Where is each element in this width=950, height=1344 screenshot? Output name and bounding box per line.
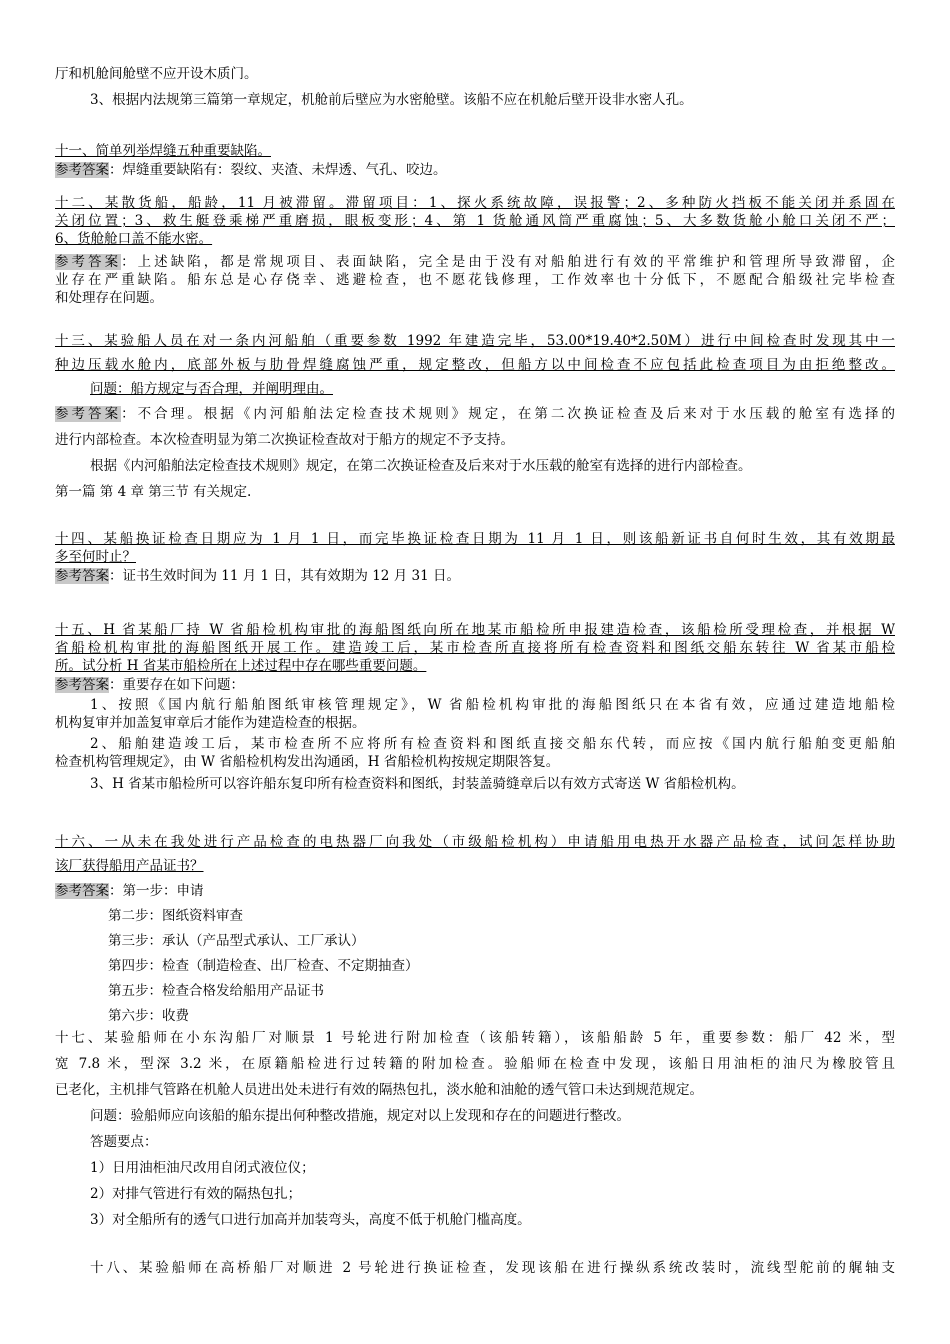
line-text: 2、船舶建造竣工后，某市检查所不应将所有检查资料和图纸直接交船东代转，而应按《国内航行船舶变更船舶 bbox=[90, 736, 895, 752]
line-text: 十四、某船换证检查日期应为 1 月 1 日，而完毕换证检查日期为 11 月 1 日，则该船新证书自何时生效，其有效期最 bbox=[55, 531, 895, 547]
line-text: 3）对全船所有的透气口进行加高并加装弯头，高度不低于机舱门槛高度。 bbox=[90, 1212, 531, 1228]
text-line bbox=[55, 213, 895, 230]
line-text: 厅和机舱间舱壁不应开设木质门。 bbox=[55, 66, 258, 82]
line-text: 第四步：检查（制造检查、出厂检查、不定期抽查） bbox=[108, 958, 419, 974]
text-line bbox=[55, 677, 895, 694]
answer-label: 参考答案 bbox=[55, 254, 122, 270]
text-line bbox=[55, 549, 895, 566]
answer-label: 参考答案 bbox=[55, 883, 109, 899]
line-text: 十八、某验船师在高桥船厂对顺进 2 号轮进行换证检查，发现该船在进行操纵系统改装时，流线型舵前的艉轴支 bbox=[90, 1260, 895, 1276]
text-line bbox=[55, 715, 895, 732]
line-text: 问题：验船师应向该船的船东提出何种整改措施，规定对以上发现和存在的问题进行整改。 bbox=[90, 1108, 630, 1124]
line-text: 3、H 省某市船检所可以容许船东复印所有检查资料和图纸，封装盖骑缝章后以有效方式寄送 W 省船检机构。 bbox=[90, 776, 745, 792]
line-text: 第五步：检查合格发给船用产品证书 bbox=[108, 983, 324, 999]
line-text: 十三、某验船人员在对一条内河船舶（重要参数 1992 年建造完毕，53.00*19.40*2.50M）进行中间检查时发现其中一 bbox=[55, 333, 895, 349]
line-text: 检查机构管理规定》，由 W 省船检机构发出沟通函，H 省船检机构按规定期限答复。 bbox=[55, 754, 560, 770]
line-text: 十六、一从未在我处进行产品检查的电热器厂向我处（市级船检机构）申请船用电热开水器产品检查，试问怎样协助 bbox=[55, 834, 895, 850]
line-text: 第一篇 第 4 章 第三节 有关规定. bbox=[55, 484, 252, 500]
text-line bbox=[55, 162, 895, 179]
text-line bbox=[90, 1260, 895, 1277]
line-text: 业存在严重缺陷。船东总是心存侥幸、逃避检查，也不愿花钱修理，工作效率也十分低下，不愿配合船级社完毕检查 bbox=[55, 272, 895, 288]
line-text: 省船检机构审批的海船图纸开展工作。建造竣工后，某市检查所直接将所有检查资料和图纸交船东转往 W 省某市船检 bbox=[55, 640, 895, 656]
line-text: 十五、H 省某船厂持 W 省船检机构审批的海船图纸向所在地某市船检所申报建造检查，该船检所受理检查，并根据 W bbox=[55, 622, 895, 638]
text-line bbox=[90, 1186, 895, 1203]
line-text: 3、根据内法规第三篇第一章规定，机舱前后壁应为水密舱壁。该船不应在机舱后壁开设非水密人孔。 bbox=[90, 92, 693, 108]
text-line bbox=[90, 458, 895, 475]
text-line bbox=[55, 290, 895, 307]
text-line bbox=[55, 231, 895, 248]
line-text: ：重要存在如下问题： bbox=[109, 677, 244, 693]
text-line bbox=[55, 1082, 895, 1099]
text-line bbox=[55, 357, 895, 374]
text-line bbox=[90, 1160, 895, 1177]
text-line bbox=[55, 531, 895, 548]
text-line bbox=[90, 1108, 895, 1125]
text-line bbox=[90, 1212, 895, 1229]
text-line bbox=[55, 1030, 895, 1047]
line-text: ：不合理。根据《内河船舶法定检查技术规则》规定，在第二次换证检查及后来对于水压载的舱室有选择的 bbox=[121, 406, 896, 422]
line-text: 根据《内河船舶法定检查技术规则》规定，在第二次换证检查及后来对于水压载的舱室有选择的进行内部检查。 bbox=[90, 458, 752, 474]
line-text: 多至何时止？ bbox=[55, 549, 136, 565]
line-text: 十二、某散货船，船龄，11 月被滞留。滞留项目：1、探火系统故障，误报警；2、多种防火挡板不能关闭并系固在 bbox=[55, 195, 895, 211]
answer-label: 参考答案 bbox=[55, 568, 109, 584]
answer-label: 参考答案 bbox=[55, 677, 109, 693]
line-text: 1）日用油柜油尺改用自闭式液位仪； bbox=[90, 1160, 315, 1176]
text-line bbox=[108, 1008, 895, 1025]
text-line bbox=[55, 66, 895, 83]
line-text: 第二步：图纸资料审查 bbox=[108, 908, 243, 924]
text-line bbox=[90, 736, 895, 753]
line-text: 机构复审并加盖复审章后才能作为建造检查的根据。 bbox=[55, 715, 366, 731]
line-text: 进行内部检查。本次检查明显为第二次换证检查故对于船方的规定不予支持。 bbox=[55, 432, 514, 448]
text-line bbox=[55, 658, 895, 675]
text-line bbox=[55, 754, 895, 771]
line-text: 所。试分析 H 省某市船检所在上述过程中存在哪些重要问题。 bbox=[55, 658, 427, 674]
line-text: 6、货舱舱口盖不能水密。 bbox=[55, 231, 213, 247]
text-line bbox=[55, 622, 895, 639]
text-line bbox=[55, 143, 895, 160]
line-text: 答题要点： bbox=[90, 1134, 158, 1150]
text-line bbox=[108, 933, 895, 950]
text-line bbox=[90, 92, 895, 109]
line-text: ：焊缝重要缺陷有：裂纹、夹渣、未焊透、气孔、咬边。 bbox=[109, 162, 447, 178]
line-text: 1、按照《国内航行船舶图纸审核管理规定》，W 省船检机构审批的海船图纸只在本省有效，应通过建造地船检 bbox=[90, 697, 895, 713]
text-line bbox=[55, 254, 895, 271]
line-text: 十一、简单列举焊缝五种重要缺陷。 bbox=[55, 143, 271, 159]
line-text: 第六步：收费 bbox=[108, 1008, 189, 1024]
line-text: 2）对排气管进行有效的隔热包扎； bbox=[90, 1186, 302, 1202]
text-line bbox=[55, 195, 895, 212]
text-line bbox=[55, 883, 895, 900]
text-line bbox=[90, 697, 895, 714]
answer-label: 参考答案 bbox=[55, 162, 109, 178]
text-line bbox=[108, 983, 895, 1000]
line-text: 第三步：承认（产品型式承认、工厂承认） bbox=[108, 933, 365, 949]
text-line bbox=[55, 640, 895, 657]
line-text: 种边压载水舱内，底部外板与肋骨焊缝腐蚀严重，规定整改，但船方以中间检查不应包括此检查项目为由拒绝整改。 bbox=[55, 357, 895, 373]
line-text: 宽 7.8 米，型深 3.2 米，在原籍船检进行过转籍的附加检查。验船师在检查中发现，该船日用油柜的油尺为橡胶管且 bbox=[55, 1056, 895, 1072]
text-line bbox=[108, 958, 895, 975]
line-text: ：上述缺陷，都是常规项目、表面缺陷，完全是由于没有对船舶进行有效的平常维护和管理所导致滞留，企 bbox=[121, 254, 896, 270]
line-text: 该厂获得船用产品证书？ bbox=[55, 858, 204, 874]
line-text: ：第一步：申请 bbox=[109, 883, 204, 899]
line-text: 问题：船方规定与否合理，并阐明理由。 bbox=[90, 381, 333, 397]
text-line bbox=[55, 432, 895, 449]
line-text: 十七、某验船师在小东沟船厂对顺景 1 号轮进行附加检查（该船转籍），该船船龄 5 年，重要参数：船厂 42 米，型 bbox=[55, 1030, 895, 1046]
text-line bbox=[55, 484, 895, 501]
text-line bbox=[55, 333, 895, 350]
text-line bbox=[90, 776, 895, 793]
text-line bbox=[55, 406, 895, 423]
text-line bbox=[55, 834, 895, 851]
line-text: 和处理存在问题。 bbox=[55, 290, 163, 306]
text-line bbox=[55, 568, 895, 585]
text-line bbox=[90, 381, 895, 398]
text-line bbox=[55, 858, 895, 875]
answer-label: 参考答案 bbox=[55, 406, 122, 422]
line-text: 已老化，主机排气管路在机舱人员进出处未进行有效的隔热包扎，淡水舱和油舱的透气管口未达到规范规定。 bbox=[55, 1082, 703, 1098]
text-line bbox=[55, 1056, 895, 1073]
line-text: 关闭位置；3、救生艇登乘梯严重磨损，眼板变形；4、第 1 货舱通风筒严重腐蚀；5、大多数货舱小舱口关闭不严； bbox=[55, 213, 895, 229]
line-text: ：证书生效时间为 11 月 1 日，其有效期为 12 月 31 日。 bbox=[109, 568, 460, 584]
text-line bbox=[108, 908, 895, 925]
text-line bbox=[55, 272, 895, 289]
text-line bbox=[90, 1134, 895, 1151]
